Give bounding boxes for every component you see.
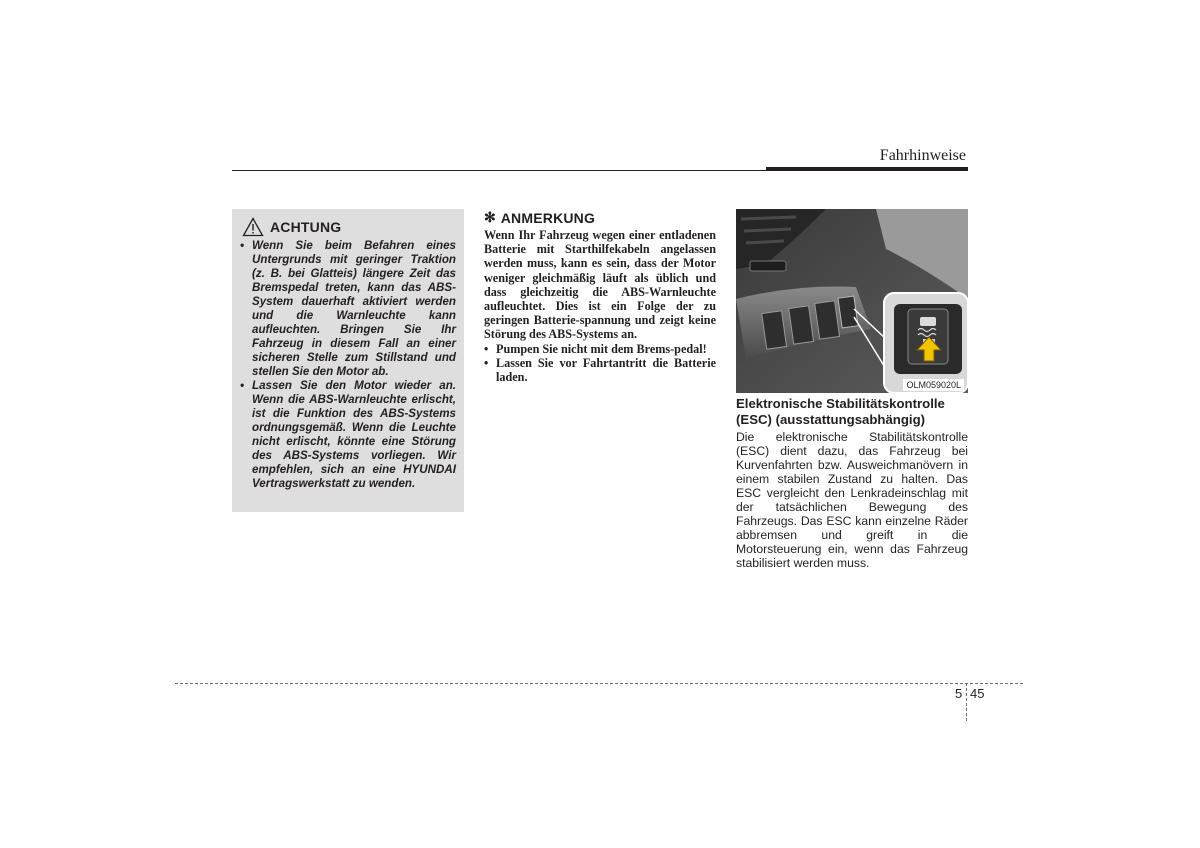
esc-button-photo (736, 209, 968, 393)
dashboard-illustration (736, 209, 968, 393)
page-number: 45 (970, 686, 985, 701)
warning-item-text: Wenn Sie beim Befahren eines Untergrunds mit geringer Traktion (z. B. bei Glatteis) längere Zeit das Bremspedal treten, kann das ABS-System dauerhaft aktiviert werden und die Warnleuchte kann aufleuchten. Bringen Sie Ihr Fahrzeug in diesem Fall an einer sicheren Stelle zum Stillstand und stellen Sie den Motor ab. (252, 239, 456, 378)
warning-triangle-icon (242, 217, 264, 237)
note-header (484, 209, 716, 226)
bullet-icon: • (240, 239, 245, 252)
warning-box (232, 209, 464, 512)
esc-heading: Elektronische Stabilitätskontrolle (ESC) (ausstattungsabhängig) (736, 396, 945, 427)
bullet-icon: • (484, 341, 489, 356)
note-body: Wenn Ihr Fahrzeug wegen einer entladenen Batterie mit Starthilfekabeln angelassen werden muss, kann es sein, dass der Motor weniger gleichmäßig läuft als üblich und dass gleichzeitig die ABS-Warnleuchte aufleuchtet. Dies ist ein Folge der zu geringen Batterie-spannung und zeigt keine Störung des ABS-Systems an. (484, 228, 716, 342)
note-section (484, 209, 716, 384)
figure-caption: OLM059020L (903, 379, 964, 391)
esc-body: Die elektronische Stabilitätskontrolle (ESC) dient dazu, das Fahrzeug bei Kurvenfahrten bzw. Ausweichmanövern in einem stabilen Zustand zu halten. Das ESC vergleicht den Lenkradeinschlag mit der tatsächlichen Bewegung des Fahrzeugs. Das ESC kann einzelne Räder abbremsen und greift in die Motorsteuerung ein, wenn das Fahrzeug stabilisiert werden muss. (736, 430, 968, 570)
footer-rule (175, 683, 1023, 684)
running-header-title: Fahrhinweise (879, 147, 966, 164)
warning-header (242, 217, 456, 237)
bullet-icon: • (484, 355, 489, 370)
note-title: ANMERKUNG (500, 209, 596, 226)
note-item (484, 356, 716, 384)
header-rule-accent (766, 167, 968, 171)
note-item-text: Lassen Sie vor Fahrtantritt die Batterie laden. (496, 355, 716, 385)
warning-item-text: Lassen Sie den Motor wieder an. Wenn die ABS-Warnleuchte erlischt, ist die Funktion des ABS-Systems ordnungsgemäß. Wenn die Leuchte nicht erlischt, könnte eine Störung des ABS-Systems vorliegen. Wir empfehlen, sich an eine HYUNDAI Vertragswerkstatt zu wenden. (252, 379, 456, 490)
note-item (484, 342, 716, 356)
footer-divider (966, 683, 967, 721)
note-item-text: Pumpen Sie nicht mit dem Brems-pedal! (496, 341, 707, 356)
warning-item (240, 239, 456, 379)
warning-title: ACHTUNG (270, 219, 342, 235)
bullet-icon: • (240, 379, 245, 392)
chapter-number: 5 (955, 686, 963, 701)
asterisk-icon: ✻ (484, 209, 496, 225)
warning-item (240, 379, 456, 491)
warning-list (240, 239, 456, 491)
note-list (484, 342, 716, 385)
